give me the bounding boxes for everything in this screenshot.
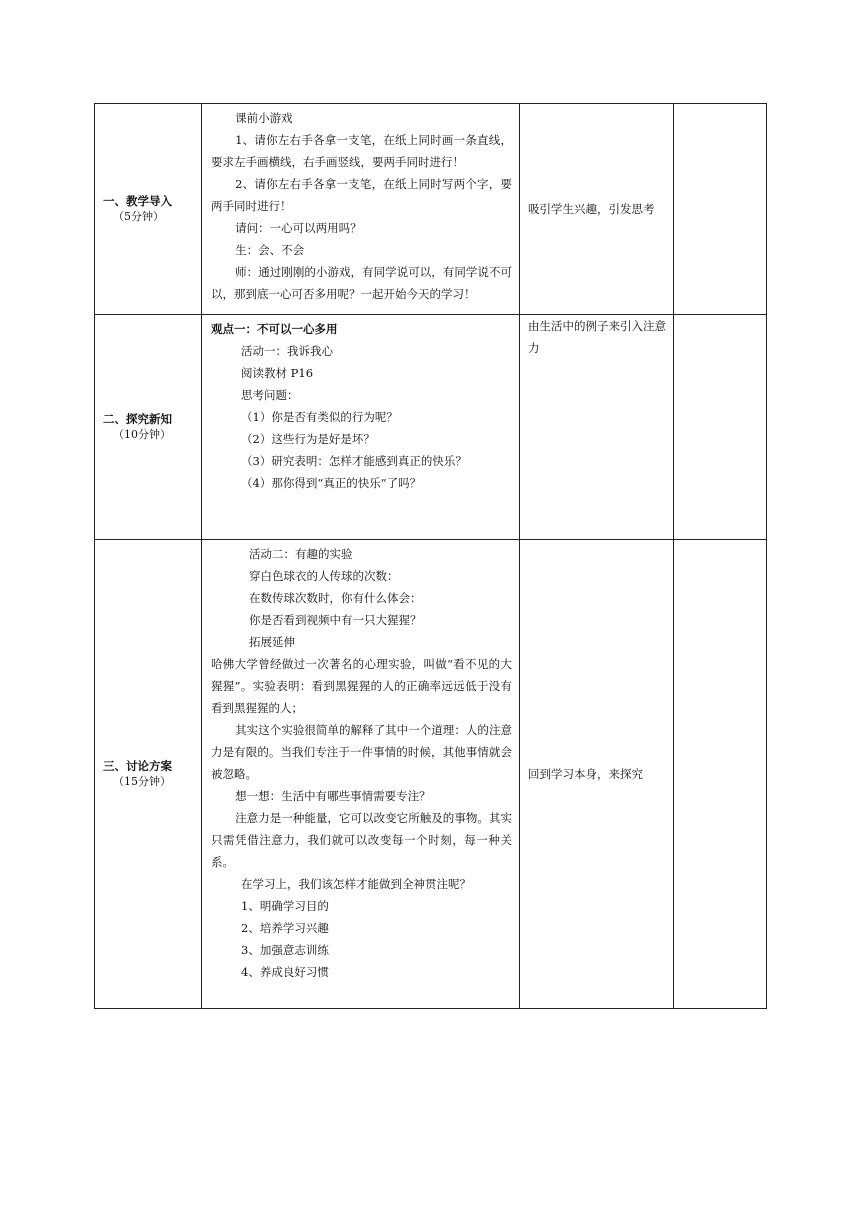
content-line: 你是否看到视频中有一只大猩猩？ <box>249 613 422 627</box>
content-cell <box>202 540 520 1009</box>
content-line: 请问：一心可以两用吗？ <box>235 221 362 235</box>
stage-cell <box>95 315 202 540</box>
content-line: 课前小游戏 <box>235 111 293 125</box>
content-line: 生：会、不会 <box>235 243 305 257</box>
content-line: （4）那你得到“真正的快乐”了吗？ <box>241 476 422 490</box>
content-line: 师：通过刚刚的小游戏，有同学说可以，有同学说不可以，那到底一心可否多用呢？一起开始今天的学习！ <box>211 265 512 301</box>
empty-cell <box>674 104 767 315</box>
content-line: 4、养成良好习惯 <box>241 965 329 979</box>
intent-cell <box>520 104 674 315</box>
content-line: （2）这些行为是好是坏？ <box>241 432 375 446</box>
stage-cell <box>95 104 202 315</box>
section-heading: 观点一：不可以一心多用 <box>211 322 338 336</box>
content-line: 活动一：我诉我心 <box>241 344 333 358</box>
content-line: 2、培养学习兴趣 <box>241 921 329 935</box>
content-line: 2、请你左右手各拿一支笔，在纸上同时写两个字，要两手同时进行！ <box>211 177 512 213</box>
content-line: 拓展延伸 <box>249 635 295 649</box>
content-line: （1）你是否有类似的行为呢？ <box>241 410 398 424</box>
intent-cell <box>520 315 674 540</box>
content-cell <box>202 104 520 315</box>
stage-cell <box>95 540 202 1009</box>
intent-text: 回到学习本身，来探究 <box>528 767 643 781</box>
intent-cell <box>520 540 674 1009</box>
table-row <box>95 540 767 1009</box>
content-line: 3、加强意志训练 <box>241 943 329 957</box>
content-line: 注意力是一种能量，它可以改变它所触及的事物。其实只需凭借注意力，我们就可以改变每一个时刻，每一种关系。 <box>211 811 512 869</box>
table-row <box>95 104 767 315</box>
stage-time: （5分钟） <box>113 210 164 223</box>
content-line: 1、明确学习目的 <box>241 899 329 913</box>
content-line: 想一想：生活中有哪些事情需要专注？ <box>235 789 431 803</box>
content-line: 思考问题： <box>241 388 299 402</box>
empty-cell <box>674 540 767 1009</box>
stage-title: 三、讨论方案 <box>103 759 172 773</box>
content-line: 哈佛大学曾经做过一次著名的心理实验，叫做“看不见的大猩猩”。实验表明：看到黑猩猩的人的正确率远远低于没有看到黑猩猩的人； <box>211 657 512 715</box>
content-line: 在数传球次数时，你有什么体会： <box>249 591 422 605</box>
content-line: 在学习上，我们该怎样才能做到全神贯注呢？ <box>241 877 471 891</box>
stage-time: （10分钟） <box>113 428 171 441</box>
content-line: 其实这个实验很简单的解释了其中一个道理：人的注意力是有限的。当我们专注于一件事情的时候，其他事情就会被忽略。 <box>211 723 512 781</box>
content-line: 阅读教材 P16 <box>241 366 314 380</box>
stage-title: 二、探究新知 <box>103 412 172 426</box>
intent-text: 由生活中的例子来引入注意力 <box>528 319 666 355</box>
content-line: 1、请你左右手各拿一支笔，在纸上同时画一条直线，要求左手画横线，右手画竖线，要两手同时进行！ <box>211 133 512 169</box>
content-line: 活动二：有趣的实验 <box>249 547 353 561</box>
stage-time: （15分钟） <box>113 775 171 788</box>
content-line: 穿白色球衣的人传球的次数： <box>249 569 399 583</box>
content-cell <box>202 315 520 540</box>
empty-cell <box>674 315 767 540</box>
content-line: （3）研究表明：怎样才能感到真正的快乐？ <box>241 454 467 468</box>
table-row <box>95 315 767 540</box>
intent-text: 吸引学生兴趣，引发思考 <box>528 202 655 216</box>
stage-title: 一、教学导入 <box>103 194 172 208</box>
lesson-plan-table <box>94 103 767 1009</box>
